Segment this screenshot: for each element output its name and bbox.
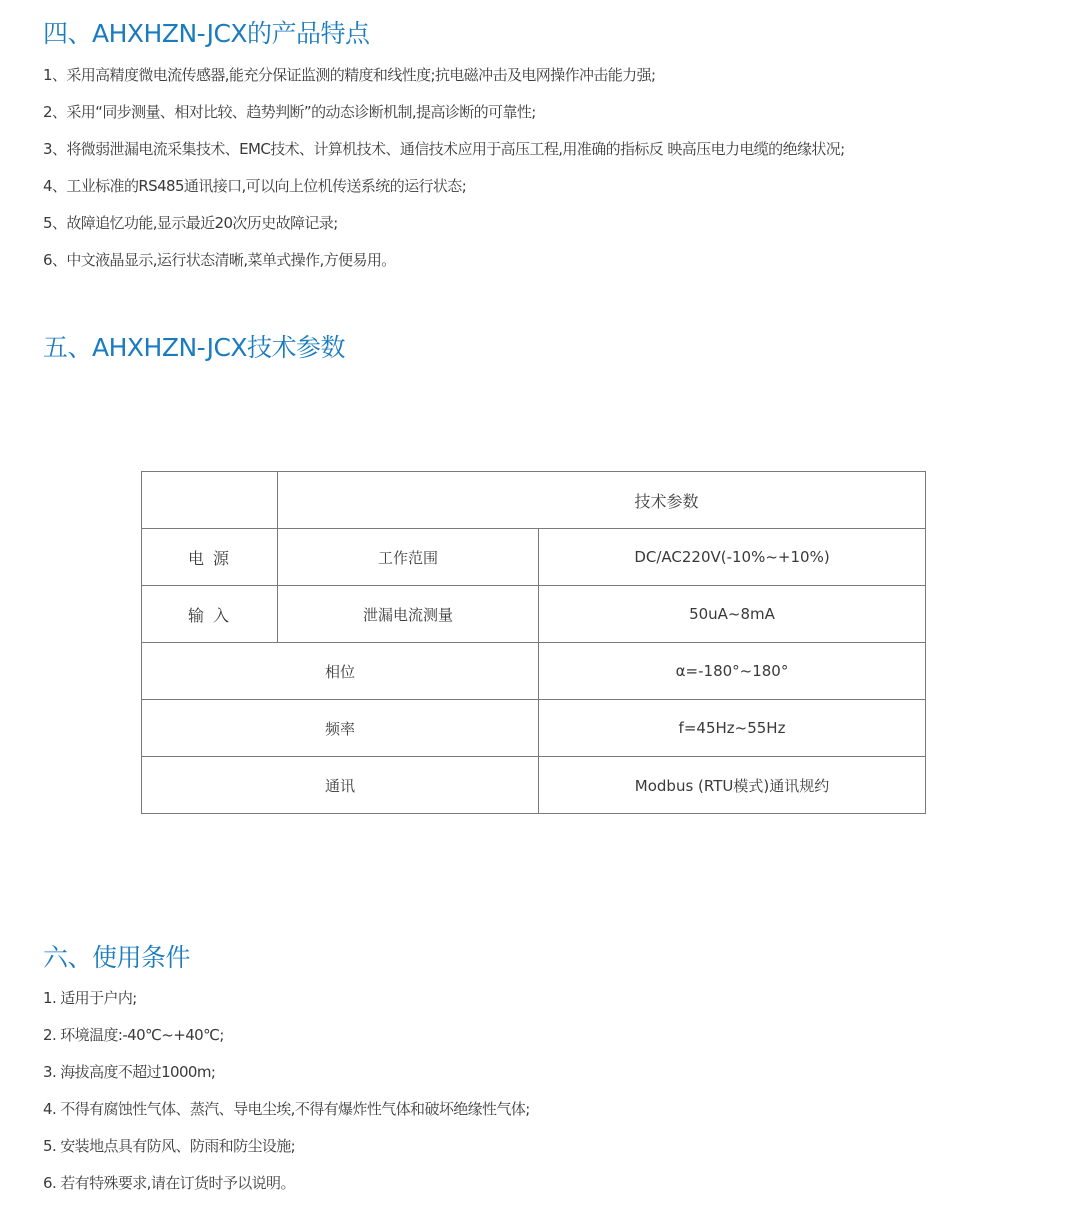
list-item: 4、工业标准的RS485通讯接口,可以向上位机传送系统的运行状态; (43, 177, 467, 195)
table-row (142, 586, 926, 643)
feature-list (43, 65, 845, 287)
table-cell-value: f=45Hz~55Hz (539, 700, 926, 757)
list-item: 5. 安装地点具有防风、防雨和防尘设施; (43, 1137, 296, 1155)
list-item: 3、将微弱泄漏电流采集技术、EMC技术、计算机技术、通信技术应用于高压工程,用准确的指标反 映高压电力电缆的绝缘状况; (43, 140, 845, 158)
list-item: 1、采用高精度微电流传感器,能充分保证监测的精度和线性度;抗电磁冲击及电网操作冲击能力强; (43, 66, 656, 84)
list-item: 3. 海拔高度不超过1000m; (43, 1063, 216, 1081)
list-item: 6、中文液晶显示,运行状态清晰,菜单式操作,方便易用。 (43, 251, 396, 269)
table-header-row (142, 472, 926, 529)
table-row (142, 643, 926, 700)
table-cell-value: 50uA~8mA (539, 586, 926, 643)
table-header-cell-empty (142, 472, 278, 529)
section-title-features: 四、AHXHZN-JCX的产品特点 (43, 19, 370, 48)
list-item: 2、采用“同步测量、相对比较、趋势判断”的动态诊断机制,提高诊断的可靠性; (43, 103, 536, 121)
table-cell-group: 电 源 (142, 529, 278, 586)
list-item: 6. 若有特殊要求,请在订货时予以说明。 (43, 1174, 295, 1192)
list-item: 1. 适用于户内; (43, 989, 137, 1007)
table-cell-value: α=-180°~180° (539, 643, 926, 700)
table-row (142, 757, 926, 814)
table-cell-value: Modbus (RTU模式)通讯规约 (539, 757, 926, 814)
section-title-tech-params: 五、AHXHZN-JCX技术参数 (43, 333, 346, 362)
list-item: 4. 不得有腐蚀性气体、蒸汽、导电尘埃,不得有爆炸性气体和破坏绝缘性气体; (43, 1100, 530, 1118)
table-cell-name: 通讯 (142, 757, 539, 814)
table-cell-name: 泄漏电流测量 (278, 586, 539, 643)
table-row (142, 700, 926, 757)
table-cell-name: 工作范围 (278, 529, 539, 586)
section-title-usage-conditions: 六、使用条件 (43, 943, 191, 972)
table-cell-group: 输 入 (142, 586, 278, 643)
table-header-cell: 技术参数 (278, 472, 926, 529)
table-row (142, 529, 926, 586)
tech-params-table (141, 471, 926, 814)
conditions-list (43, 988, 530, 1210)
table-cell-value: DC/AC220V(-10%~+10%) (539, 529, 926, 586)
table-cell-name: 相位 (142, 643, 539, 700)
list-item: 2. 环境温度:-40℃~+40℃; (43, 1026, 224, 1044)
list-item: 5、故障追忆功能,显示最近20次历史故障记录; (43, 214, 338, 232)
table-cell-name: 频率 (142, 700, 539, 757)
